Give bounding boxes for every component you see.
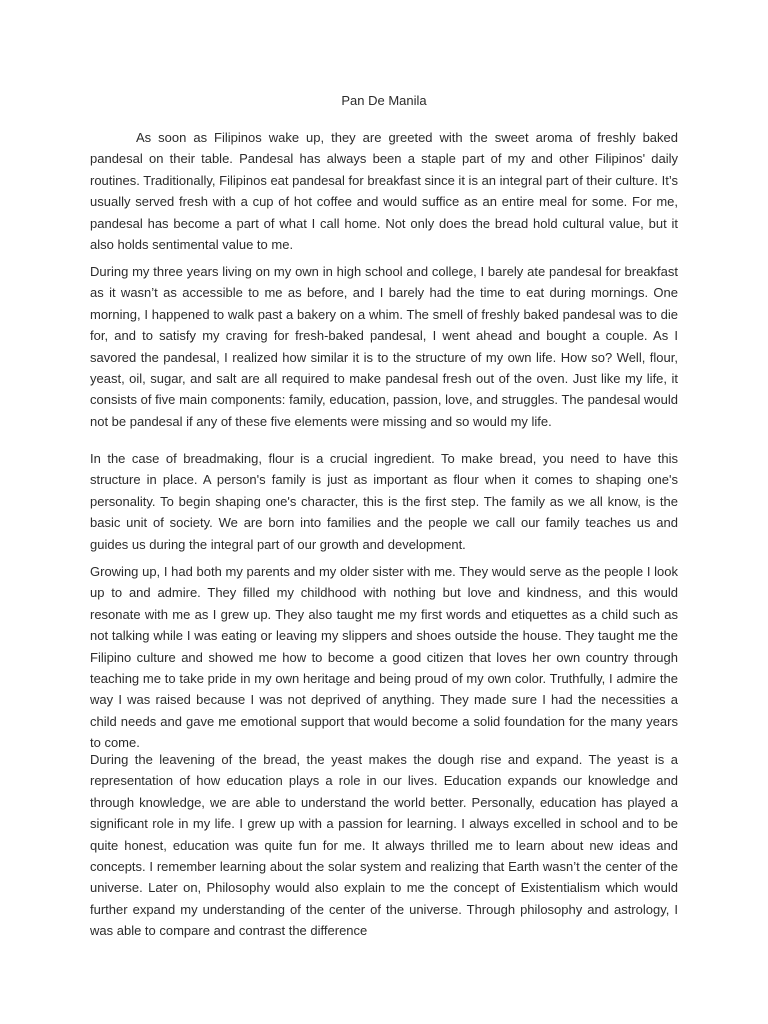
paragraph-family: Growing up, I had both my parents and my older sister with me. They would serve as the people I look up to and admire. They filled my childhood with nothing but love and kindness, and this would resonate with me as I grew up. They also taught me my first words and etiquettes as a child such as not talking while I was eating or leaving my slippers and shoes outside the house. They taught me the Filipino culture and showed me how to become a good citizen that loves her own country through teaching me to take pride in my own heritage and being proud of my own color. Truthfully, I admire the way I was raised because I was not deprived of anything. They made sure I had the necessities a child needs and gave me emotional support that would become a solid foundation for the many years to come. [90,564,678,751]
paragraph-yeast: During the leavening of the bread, the yeast makes the dough rise and expand. The yeast is a representation of how education plays a role in our lives. Education expands our knowledge and through knowledge, we are able to understand the world better. Personally, education has played a significant role in my life. I grew up with a passion for learning. I always excelled in school and to be quite honest, education was quite fun for me. It always thrilled me to learn about new ideas and concepts. I remember learning about the solar system and realizing that Earth wasn’t the center of the universe. Later on, Philosophy would also explain to me the concept of Existentialism which would further expand my understanding of the center of the universe. Through philosophy and astrology, I was able to compare and contrast the difference [90,752,678,939]
paragraph-flour: In the case of breadmaking, flour is a crucial ingredient. To make bread, you need to have this structure in place. A person's family is just as important as flour when it comes to shaping one's personality. To begin shaping one's character, this is the first step. The family as we all know, is the basic unit of society. We are born into families and the people we call our family teaches us and guides us during the integral part of our growth and development. [90,451,678,552]
document-title: Pan De Manila [341,93,427,108]
paragraph-bakery: During my three years living on my own in high school and college, I barely ate pandesal for breakfast as it wasn’t as accessible to me as before, and I barely had the time to eat during mornings. One morning, I happened to walk past a bakery on a whim. The smell of freshly baked pandesal was to die for, and to satisfy my craving for fresh-baked pandesal, I went ahead and bought a couple. As I savored the pandesal, I realized how similar it is to the structure of my own life. How so? Well, flour, yeast, oil, sugar, and salt are all required to make pandesal fresh out of the oven. Just like my life, it consists of five main components: family, education, passion, love, and struggles. The pandesal would not be pandesal if any of these five elements were missing and so would my life. [90,264,678,429]
paragraph-intro: As soon as Filipinos wake up, they are greeted with the sweet aroma of freshly baked pandesal on their table. Pandesal has always been a staple part of my and other Filipinos' daily routines. Traditionally, Filipinos eat pandesal for breakfast since it is an integral part of their culture. It’s usually served fresh with a cup of hot coffee and would suffice as an entire meal for some. For me, pandesal has become a part of what I call home. Not only does the bread hold cultural value, but it also holds sentimental value to me. [90,130,678,253]
